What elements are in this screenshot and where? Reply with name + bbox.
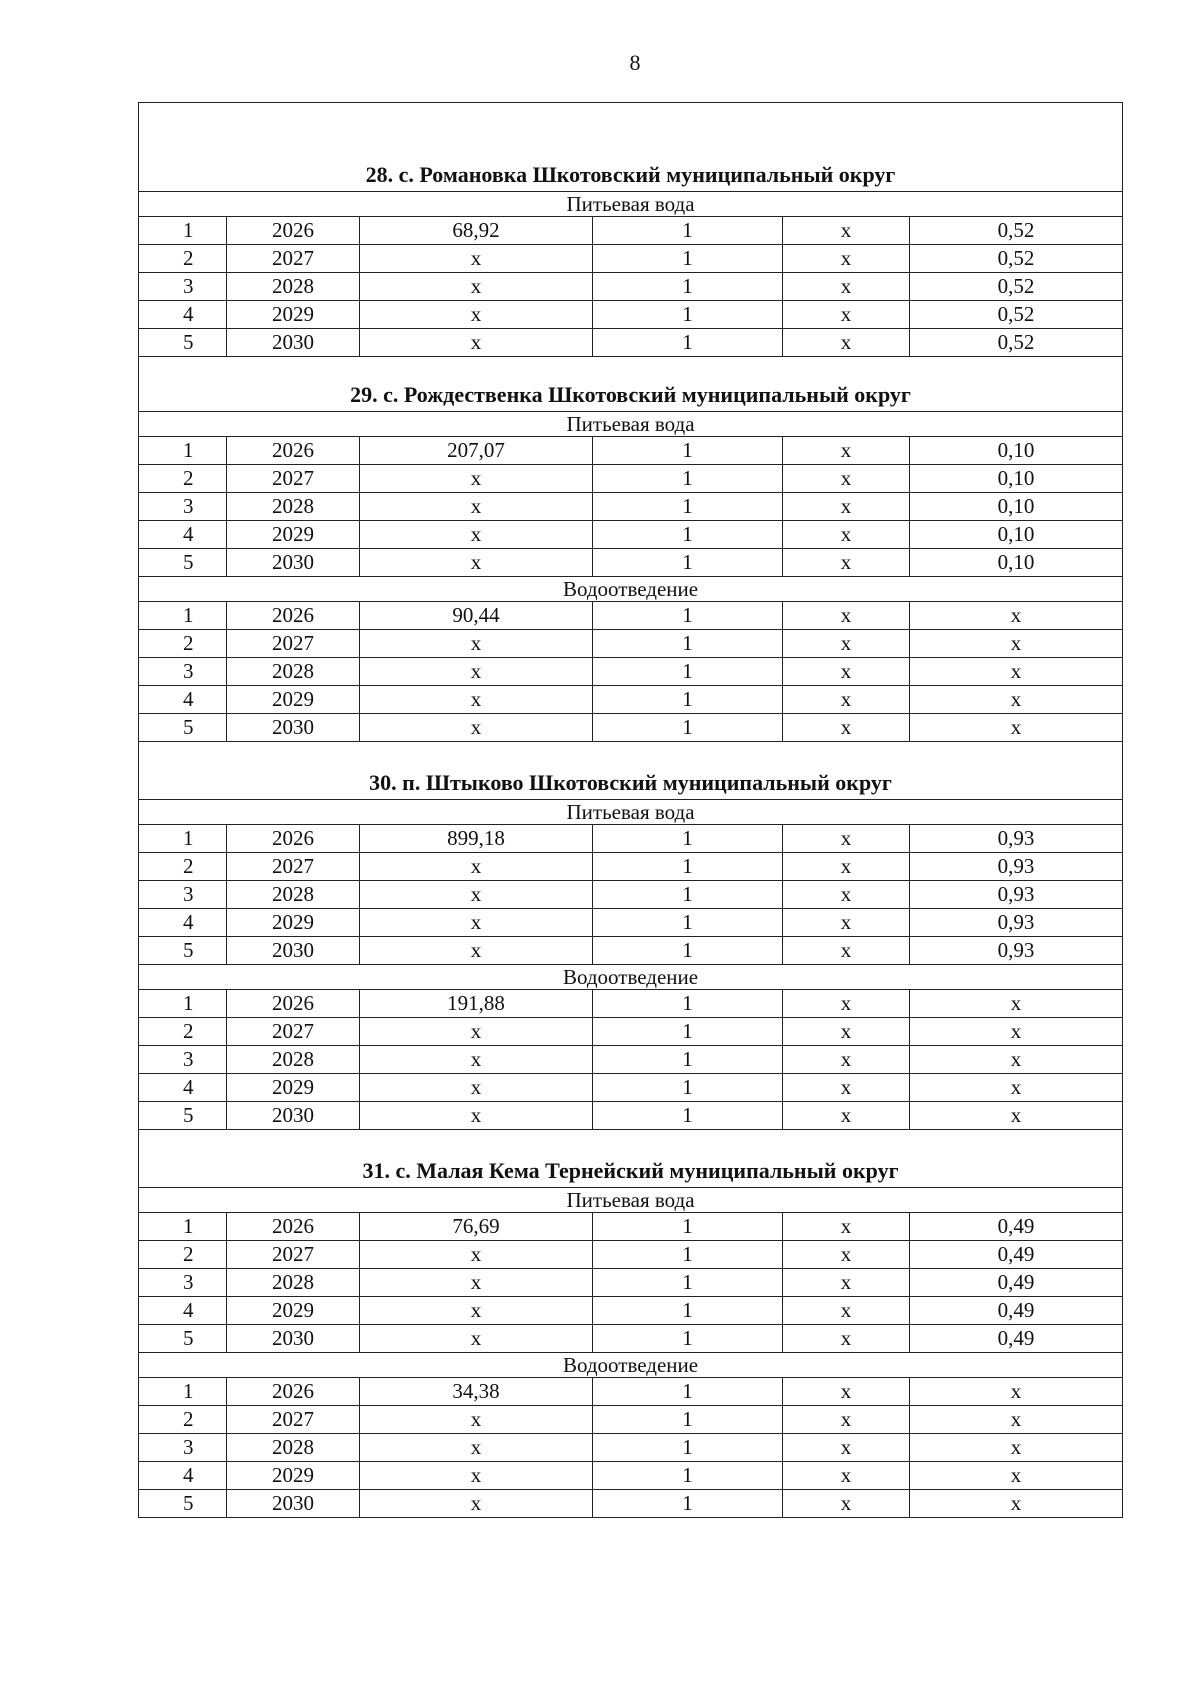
table-cell: 4 — [139, 909, 227, 937]
table-cell: 1 — [593, 1241, 783, 1269]
table-cell: 2026 — [227, 1378, 360, 1406]
table-row — [139, 658, 1123, 686]
table-cell: 5 — [139, 937, 227, 965]
table-cell: x — [783, 714, 910, 742]
table-body — [139, 103, 1123, 1518]
group-header-row — [139, 412, 1123, 437]
table-cell: 2027 — [227, 853, 360, 881]
table-cell: 1 — [593, 1269, 783, 1297]
table-cell: x — [360, 1297, 593, 1325]
table-row — [139, 1074, 1123, 1102]
table-cell: 4 — [139, 1462, 227, 1490]
table-cell: 2028 — [227, 493, 360, 521]
table-row — [139, 549, 1123, 577]
table-cell: 207,07 — [360, 437, 593, 465]
table-row — [139, 1297, 1123, 1325]
table-cell: x — [783, 1462, 910, 1490]
table-cell: x — [783, 909, 910, 937]
table-cell: 1 — [593, 1018, 783, 1046]
group-header-row — [139, 577, 1123, 602]
table-cell: x — [360, 1241, 593, 1269]
table-cell: 0,10 — [910, 549, 1123, 577]
table-cell: x — [360, 301, 593, 329]
group-label: Питьевая вода — [139, 412, 1123, 437]
table-cell: x — [910, 990, 1123, 1018]
group-header-row — [139, 800, 1123, 825]
table-cell: 4 — [139, 1297, 227, 1325]
table-cell: x — [783, 1269, 910, 1297]
table-cell: 1 — [593, 437, 783, 465]
table-cell: 2030 — [227, 937, 360, 965]
table-cell: x — [910, 1490, 1123, 1518]
table-cell: 2026 — [227, 1213, 360, 1241]
table-cell: 2029 — [227, 909, 360, 937]
table-cell: x — [910, 1462, 1123, 1490]
table-row — [139, 1434, 1123, 1462]
table-cell: x — [783, 549, 910, 577]
table-cell: 5 — [139, 1325, 227, 1353]
table-cell: 1 — [593, 493, 783, 521]
section-title: 31. с. Малая Кема Тернейский муниципальный округ — [139, 1130, 1123, 1188]
table-cell: 0,52 — [910, 301, 1123, 329]
table-cell: 1 — [593, 521, 783, 549]
table-cell: 1 — [139, 825, 227, 853]
table-cell: 1 — [139, 217, 227, 245]
table-cell: 5 — [139, 1490, 227, 1518]
table-cell: 3 — [139, 493, 227, 521]
table-cell: 1 — [593, 1406, 783, 1434]
table-cell: 34,38 — [360, 1378, 593, 1406]
table-row — [139, 1269, 1123, 1297]
table-cell: x — [783, 301, 910, 329]
table-cell: x — [360, 273, 593, 301]
table-cell: 899,18 — [360, 825, 593, 853]
table-cell: x — [360, 1269, 593, 1297]
table-cell: 2 — [139, 1241, 227, 1269]
table-cell: x — [783, 1102, 910, 1130]
table-cell: 0,49 — [910, 1269, 1123, 1297]
table-cell: x — [360, 686, 593, 714]
table-row — [139, 1046, 1123, 1074]
table-row — [139, 1490, 1123, 1518]
table-cell: 2027 — [227, 1406, 360, 1434]
table-cell: x — [360, 245, 593, 273]
table-cell: 2028 — [227, 881, 360, 909]
table-cell: 1 — [139, 1213, 227, 1241]
table-cell: x — [783, 937, 910, 965]
table-cell: x — [910, 602, 1123, 630]
table-cell: 1 — [593, 273, 783, 301]
table-cell: 2028 — [227, 658, 360, 686]
table-cell: 2029 — [227, 1297, 360, 1325]
table-cell: 1 — [593, 853, 783, 881]
table-cell: x — [783, 630, 910, 658]
table-cell: 1 — [593, 245, 783, 273]
table-row — [139, 937, 1123, 965]
table-cell: 0,10 — [910, 437, 1123, 465]
table-cell: 2026 — [227, 825, 360, 853]
table-cell: 2029 — [227, 1462, 360, 1490]
table-cell: 5 — [139, 549, 227, 577]
table-cell: x — [360, 909, 593, 937]
table-cell: x — [910, 1102, 1123, 1130]
table-cell: 1 — [593, 909, 783, 937]
table-row — [139, 1241, 1123, 1269]
table-row — [139, 493, 1123, 521]
table-cell: x — [360, 1102, 593, 1130]
section-title-row — [139, 742, 1123, 800]
table-row — [139, 990, 1123, 1018]
table-cell: 2027 — [227, 630, 360, 658]
table-cell: x — [783, 825, 910, 853]
table-cell: 0,52 — [910, 217, 1123, 245]
table-cell: x — [360, 937, 593, 965]
table-cell: x — [360, 549, 593, 577]
table-cell: 0,52 — [910, 273, 1123, 301]
table-cell: 0,49 — [910, 1325, 1123, 1353]
table-row — [139, 437, 1123, 465]
table-row — [139, 630, 1123, 658]
table-cell: 4 — [139, 521, 227, 549]
table-cell: x — [910, 686, 1123, 714]
table-row — [139, 1325, 1123, 1353]
table-cell: 2028 — [227, 1046, 360, 1074]
table-cell: 3 — [139, 273, 227, 301]
table-cell: 2 — [139, 245, 227, 273]
group-header-row — [139, 192, 1123, 217]
table-cell: 0,93 — [910, 909, 1123, 937]
table-cell: 1 — [593, 1490, 783, 1518]
table-cell: x — [360, 630, 593, 658]
table-cell: 68,92 — [360, 217, 593, 245]
table-cell: x — [360, 1406, 593, 1434]
table-cell: 76,69 — [360, 1213, 593, 1241]
table-cell: 0,93 — [910, 937, 1123, 965]
table-cell: 2028 — [227, 1434, 360, 1462]
table-cell: x — [910, 658, 1123, 686]
table-cell: 2 — [139, 630, 227, 658]
table-cell: x — [783, 1378, 910, 1406]
group-label: Водоотведение — [139, 577, 1123, 602]
table-cell: x — [910, 630, 1123, 658]
table-cell: x — [783, 853, 910, 881]
group-label: Питьевая вода — [139, 800, 1123, 825]
table-cell: x — [783, 493, 910, 521]
table-row — [139, 881, 1123, 909]
table-cell: x — [783, 1046, 910, 1074]
table-cell: x — [783, 1490, 910, 1518]
table-cell: 1 — [593, 1297, 783, 1325]
table-cell: 1 — [139, 437, 227, 465]
table-cell: 3 — [139, 1269, 227, 1297]
table-row — [139, 1213, 1123, 1241]
table-cell: 1 — [593, 714, 783, 742]
table-cell: x — [783, 521, 910, 549]
table-cell: 4 — [139, 686, 227, 714]
table-row — [139, 825, 1123, 853]
table-cell: x — [360, 329, 593, 357]
table-cell: 2030 — [227, 549, 360, 577]
table-cell: 0,52 — [910, 245, 1123, 273]
group-label: Питьевая вода — [139, 1188, 1123, 1213]
table-cell: 2028 — [227, 273, 360, 301]
table-cell: 1 — [593, 1102, 783, 1130]
table-cell: 0,93 — [910, 853, 1123, 881]
table-cell: x — [783, 329, 910, 357]
table-cell: x — [783, 245, 910, 273]
table-cell: x — [783, 658, 910, 686]
table-row — [139, 686, 1123, 714]
table-cell: 0,52 — [910, 329, 1123, 357]
table-cell: 2026 — [227, 437, 360, 465]
table-cell: 0,49 — [910, 1241, 1123, 1269]
table-row — [139, 273, 1123, 301]
table-cell: x — [360, 521, 593, 549]
table-cell: 1 — [593, 465, 783, 493]
table-cell: 2027 — [227, 465, 360, 493]
table-cell: 1 — [593, 1434, 783, 1462]
table-cell: x — [910, 1074, 1123, 1102]
table-cell: x — [783, 686, 910, 714]
table-cell: x — [783, 1074, 910, 1102]
table-cell: x — [360, 1046, 593, 1074]
table-cell: 3 — [139, 1046, 227, 1074]
table-row — [139, 1406, 1123, 1434]
table-cell: 3 — [139, 881, 227, 909]
table-row — [139, 909, 1123, 937]
table-cell: 1 — [593, 1074, 783, 1102]
table-cell: 2029 — [227, 301, 360, 329]
table-cell: 0,49 — [910, 1213, 1123, 1241]
group-label: Водоотведение — [139, 1353, 1123, 1378]
section-title: 29. с. Рождественка Шкотовский муниципальный округ — [139, 357, 1123, 412]
table-cell: 1 — [593, 602, 783, 630]
table-cell: x — [910, 714, 1123, 742]
table-cell: 2027 — [227, 1241, 360, 1269]
table-cell: 1 — [593, 549, 783, 577]
table-cell: 2027 — [227, 1018, 360, 1046]
table-cell: 1 — [593, 329, 783, 357]
table-cell: x — [783, 1325, 910, 1353]
table-cell: x — [783, 1434, 910, 1462]
table-cell: 5 — [139, 329, 227, 357]
group-label: Водоотведение — [139, 965, 1123, 990]
table-cell: 1 — [139, 602, 227, 630]
group-header-row — [139, 1353, 1123, 1378]
table-cell: x — [910, 1018, 1123, 1046]
table-cell: 0,10 — [910, 493, 1123, 521]
table-cell: 2029 — [227, 521, 360, 549]
table-cell: 1 — [593, 1325, 783, 1353]
table-row — [139, 1102, 1123, 1130]
table-cell: x — [910, 1406, 1123, 1434]
table-cell: 90,44 — [360, 602, 593, 630]
table-cell: 2 — [139, 465, 227, 493]
table-cell: 0,10 — [910, 465, 1123, 493]
table-row — [139, 217, 1123, 245]
table-cell: 1 — [593, 686, 783, 714]
table-cell: x — [360, 493, 593, 521]
table-cell: 2029 — [227, 686, 360, 714]
table-row — [139, 1462, 1123, 1490]
table-cell: 4 — [139, 301, 227, 329]
table-cell: 3 — [139, 658, 227, 686]
table-row — [139, 301, 1123, 329]
table-cell: 2 — [139, 1406, 227, 1434]
table-cell: 1 — [139, 1378, 227, 1406]
table-cell: x — [360, 1074, 593, 1102]
table-cell: 1 — [593, 937, 783, 965]
table-cell: x — [910, 1378, 1123, 1406]
section-title-row — [139, 357, 1123, 412]
table-row — [139, 714, 1123, 742]
table-row — [139, 465, 1123, 493]
table-cell: x — [783, 1406, 910, 1434]
table-cell: 1 — [139, 990, 227, 1018]
table-cell: x — [783, 881, 910, 909]
table-cell: 2030 — [227, 1325, 360, 1353]
table-cell: 2 — [139, 1018, 227, 1046]
table-cell: x — [783, 602, 910, 630]
table-cell: x — [360, 658, 593, 686]
table-cell: x — [783, 1213, 910, 1241]
table-cell: 1 — [593, 1378, 783, 1406]
table-cell: 1 — [593, 301, 783, 329]
table-cell: x — [910, 1046, 1123, 1074]
group-header-row — [139, 965, 1123, 990]
table-cell: x — [783, 990, 910, 1018]
table-cell: 0,10 — [910, 521, 1123, 549]
table-row — [139, 521, 1123, 549]
table-cell: 2030 — [227, 1102, 360, 1130]
table-cell: 0,49 — [910, 1297, 1123, 1325]
table-cell: x — [910, 1434, 1123, 1462]
table-cell: x — [360, 1490, 593, 1518]
table-row — [139, 853, 1123, 881]
table-cell: 2 — [139, 853, 227, 881]
table-cell: 1 — [593, 881, 783, 909]
table-cell: 2027 — [227, 245, 360, 273]
table-cell: x — [783, 1297, 910, 1325]
table-row — [139, 329, 1123, 357]
table-cell: 1 — [593, 990, 783, 1018]
table-cell: x — [783, 437, 910, 465]
table-cell: 1 — [593, 658, 783, 686]
table-cell: x — [783, 465, 910, 493]
group-label: Питьевая вода — [139, 192, 1123, 217]
table-cell: 2029 — [227, 1074, 360, 1102]
table-cell: x — [360, 1434, 593, 1462]
table-cell: 2026 — [227, 602, 360, 630]
table-cell: x — [360, 465, 593, 493]
table-cell: 0,93 — [910, 825, 1123, 853]
table-row — [139, 602, 1123, 630]
table-cell: 1 — [593, 630, 783, 658]
section-title-row — [139, 103, 1123, 192]
table-cell: 2026 — [227, 990, 360, 1018]
table-cell: x — [783, 273, 910, 301]
group-header-row — [139, 1188, 1123, 1213]
table-cell: 1 — [593, 1046, 783, 1074]
table-row — [139, 1378, 1123, 1406]
table-cell: 1 — [593, 1462, 783, 1490]
table-cell: x — [360, 714, 593, 742]
table-cell: 0,93 — [910, 881, 1123, 909]
table-cell: x — [783, 1241, 910, 1269]
table-cell: 2030 — [227, 714, 360, 742]
table-cell: x — [783, 1018, 910, 1046]
table-cell: 2030 — [227, 329, 360, 357]
section-title: 28. с. Романовка Шкотовский муниципальный округ — [139, 103, 1123, 192]
table-cell: 4 — [139, 1074, 227, 1102]
page-number: 8 — [629, 50, 641, 75]
section-title-row — [139, 1130, 1123, 1188]
table-cell: 5 — [139, 714, 227, 742]
table-cell: 1 — [593, 825, 783, 853]
table-cell: x — [360, 853, 593, 881]
table-row — [139, 245, 1123, 273]
table-cell: 1 — [593, 1213, 783, 1241]
table-cell: 3 — [139, 1434, 227, 1462]
table-cell: 2026 — [227, 217, 360, 245]
table-cell: x — [783, 217, 910, 245]
table-cell: 2028 — [227, 1269, 360, 1297]
table-cell: 1 — [593, 217, 783, 245]
section-title: 30. п. Штыково Шкотовский муниципальный округ — [139, 742, 1123, 800]
table-cell: x — [360, 881, 593, 909]
tariff-table — [138, 102, 1123, 1518]
table-cell: x — [360, 1462, 593, 1490]
table-cell: x — [360, 1018, 593, 1046]
table-cell: 191,88 — [360, 990, 593, 1018]
table-cell: 5 — [139, 1102, 227, 1130]
table-row — [139, 1018, 1123, 1046]
table-cell: x — [360, 1325, 593, 1353]
table-cell: 2030 — [227, 1490, 360, 1518]
